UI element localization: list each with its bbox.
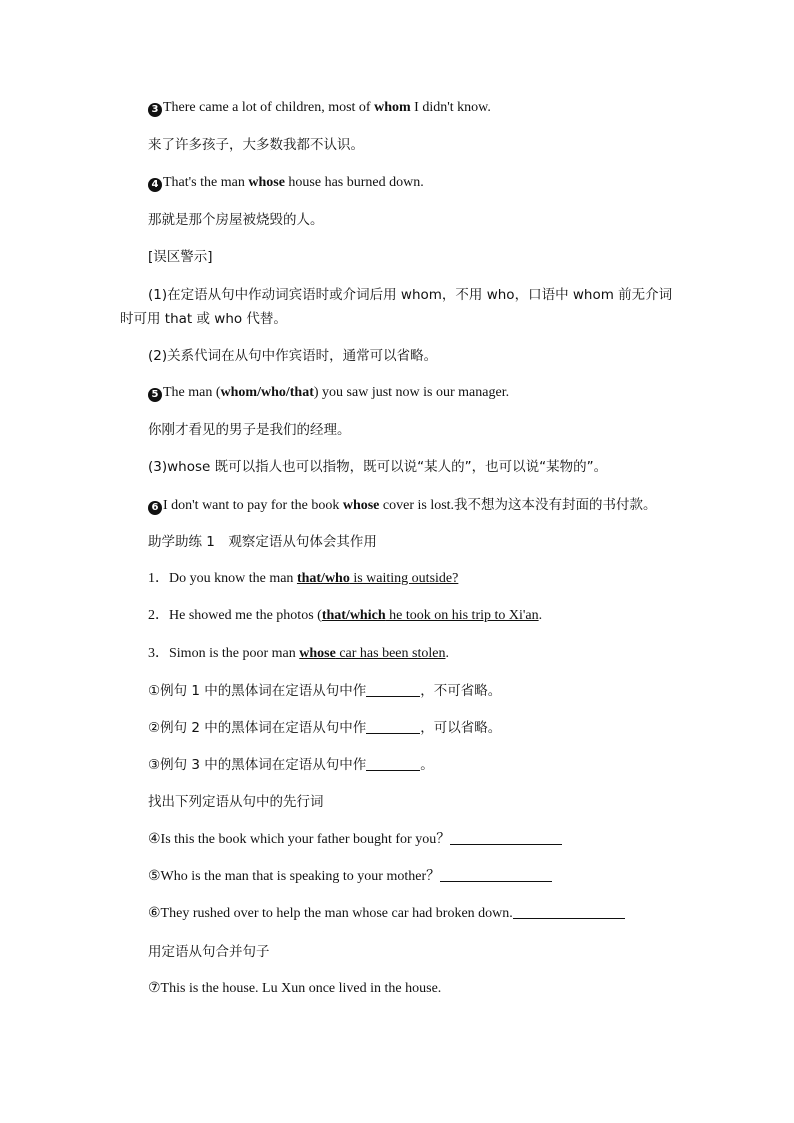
question-1: ①例句 1 中的黑体词在定语从句中作 ，不可省略。 — [148, 683, 502, 699]
answer-blank[interactable] — [513, 905, 625, 919]
practice-sentence-2: 2．He showed me the photos (that/which he took on his trip to Xi'an. — [148, 608, 543, 623]
section-2-title: 找出下列定语从句中的先行词 — [148, 794, 324, 810]
practice-sentence-1: 1．Do you know the man that/who is waiting outside? — [148, 571, 459, 586]
relative-clause-1: that/who is waiting outside? — [296, 571, 459, 586]
keyword-whom: whom — [374, 100, 411, 115]
keyword-whom-who-that: whom/who/that — [220, 385, 314, 400]
warning-point-2: (2)关系代词在从句中作宾语时，通常可以省略。 — [148, 348, 438, 364]
circled-number-5: 5 — [148, 388, 162, 402]
answer-blank[interactable] — [440, 868, 552, 882]
example-5: 5 The man (whom/who/that) you saw just now is our manager. — [148, 384, 509, 402]
example-3-translation: 来了许多孩子，大多数我都不认识。 — [148, 137, 364, 153]
question-5: ⑤Who is the man that is speaking to your mother？ — [148, 868, 552, 886]
question-4: ④Is this the book which your father bought for you？ — [148, 831, 562, 849]
relative-clause-2: that/which he took on his trip to Xi'an — [321, 608, 539, 623]
example-3: 3 There came a lot of children, most of whom I didn't know. — [148, 99, 491, 117]
circled-number-3: 3 — [148, 103, 162, 117]
answer-blank[interactable] — [366, 720, 420, 734]
question-7: ⑦This is the house. Lu Xun once lived in the house. — [148, 981, 442, 996]
answer-blank[interactable] — [366, 757, 420, 771]
example-4: 4 That's the man whose house has burned down. — [148, 174, 424, 192]
relative-clause-3: whose car has been stolen — [299, 646, 446, 661]
warning-point-1: (1)在定语从句中作动词宾语时或介词后用 whom，不用 who，口语中 whom 前无介词时可用 that 或 who 代替。 — [120, 287, 673, 327]
example-4-translation: 那就是那个房屋被烧毁的人。 — [148, 212, 324, 228]
example-6: 6 I don't want to pay for the book whose cover is lost.我不想为这本没有封面的书付款。 — [148, 496, 657, 515]
circled-number-4: 4 — [148, 178, 162, 192]
practice-1-title: 助学助练 1 观察定语从句体会其作用 — [148, 534, 377, 550]
example-5-translation: 你刚才看见的男子是我们的经理。 — [148, 422, 351, 438]
warning-title: [误区警示] — [148, 249, 213, 265]
practice-sentence-3: 3．Simon is the poor man whose car has been stolen. — [148, 646, 449, 661]
question-2: ②例句 2 中的黑体词在定语从句中作 ，可以省略。 — [148, 720, 502, 736]
section-3-title: 用定语从句合并句子 — [148, 944, 270, 960]
circled-number-6: 6 — [148, 501, 162, 515]
question-3: ③例句 3 中的黑体词在定语从句中作 。 — [148, 757, 434, 773]
answer-blank[interactable] — [366, 683, 420, 697]
answer-blank[interactable] — [450, 831, 562, 845]
keyword-whose: whose — [248, 175, 285, 190]
question-6: ⑥They rushed over to help the man whose car had broken down. — [148, 905, 625, 923]
warning-point-3: (3)whose 既可以指人也可以指物，既可以说“某人的”，也可以说“某物的”。 — [148, 459, 608, 475]
keyword-whose: whose — [342, 498, 380, 513]
